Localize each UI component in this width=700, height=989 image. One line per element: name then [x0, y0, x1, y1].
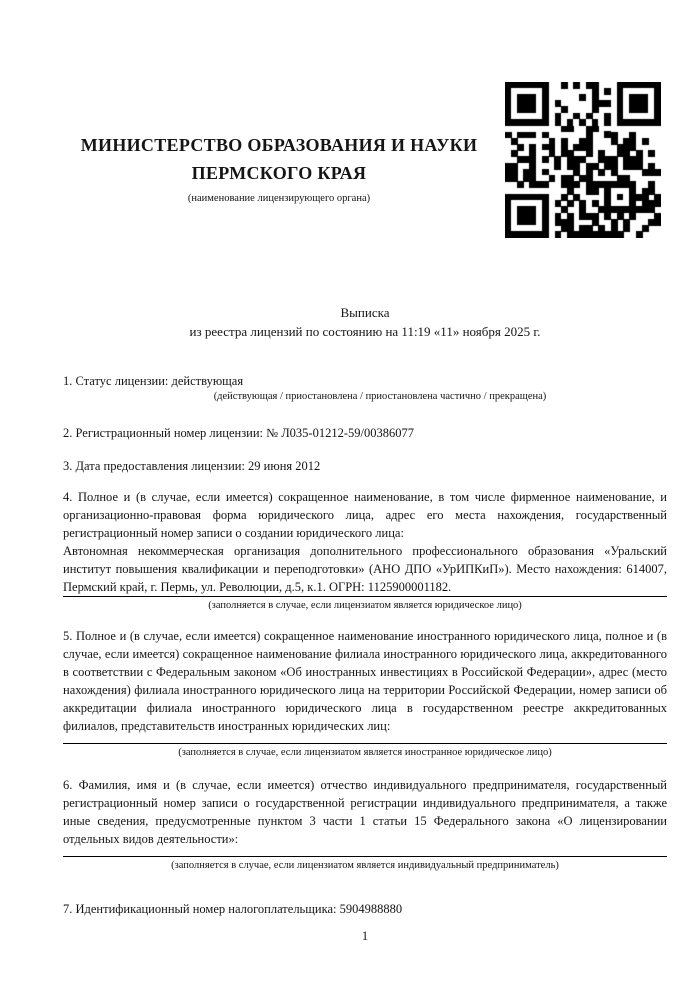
- individual-entrepreneur-section: [63, 776, 667, 872]
- document-body: [63, 372, 667, 918]
- document-title: [63, 303, 667, 341]
- individual-entrepreneur-caption: (заполняется в случае, если лицензиатом является индивидуальный предприниматель): [171, 860, 559, 871]
- license-status-options-caption: (действующая / приостановлена / приостановлена частично / прекращена): [213, 391, 547, 402]
- legal-entity-section: [63, 488, 667, 612]
- document-title-line1: Выписка: [340, 305, 390, 320]
- foreign-entity-blank-space: [63, 735, 667, 743]
- licensing-authority-caption: (наименование лицензирующего органа): [187, 193, 371, 204]
- grant-date-line: 3. Дата предоставления лицензии: 29 июня 2012: [63, 459, 321, 473]
- foreign-entity-label: 5. Полное и (в случае, если имеется) сокращенное наименование иностранного юридического лица, полное и (в случае, если имеется) сокращенное наименование филиала иностранного юридического лица, аккредитованного в соответствии с Федеральным законом «Об иностранных инвестициях в Российской Федерации», адрес (место нахождения) филиала иностранного юридического лица на территории Российской Федерации, номер записи об аккредитации филиала иностранного юридического лица в государственном реестре аккредитованных филиалов, представительств иностранных юридических лиц:: [63, 629, 667, 733]
- licensing-authority-header: [63, 131, 495, 205]
- page-number: 1: [361, 929, 369, 943]
- legal-entity-value: Автономная некоммерческая организация дополнительного профессионального образования «Уральский институт повышения квалификации и переподготовки» (АНО ДПО «УрИПКиП»). Место нахождения: 614007, Пермский край, г. Пермь, ул. Революции, д.5, к.1. ОГРН: 1125900001182.: [63, 544, 667, 594]
- individual-entrepreneur-label: 6. Фамилия, имя и (в случае, если имеется) отчество индивидуального предпринимателя, государственный регистрационный номер записи о государственной регистрации индивидуального предпринимателя, а также иные сведения, предусмотренные пунктом 3 части 1 статьи 15 Федерального закона «О лицензировании отдельных видов деятельности»:: [63, 778, 667, 846]
- individual-entrepreneur-blank-space: [63, 848, 667, 856]
- legal-entity-caption: (заполняется в случае, если лицензиатом является юридическое лицо): [208, 600, 522, 611]
- foreign-entity-fill-line: [63, 743, 667, 744]
- ministry-name-line1: МИНИСТЕРСТВО ОБРАЗОВАНИЯ И НАУКИ: [80, 135, 478, 155]
- legal-entity-fill-line: [63, 596, 667, 597]
- legal-entity-label: 4. Полное и (в случае, если имеется) сокращенное наименование, в том числе фирменное наименование, и организационно-правовая форма юридического лица, адрес его места нахождения, государственный регистрационный номер записи о создании юридического лица:: [63, 490, 667, 540]
- qr-code: [505, 82, 661, 238]
- registration-number-line: 2. Регистрационный номер лицензии: № Л035-01212-59/00386077: [63, 426, 414, 440]
- taxpayer-id-line: 7. Идентификационный номер налогоплательщика: 5904988880: [63, 902, 403, 916]
- document-title-line2: из реестра лицензий по состоянию на 11:19 «11» ноября 2025 г.: [189, 324, 541, 339]
- individual-entrepreneur-fill-line: [63, 856, 667, 857]
- foreign-entity-caption: (заполняется в случае, если лицензиатом является иностранное юридическое лицо): [178, 747, 552, 758]
- foreign-entity-section: [63, 627, 667, 759]
- license-status-line: 1. Статус лицензии: действующая: [63, 374, 244, 388]
- ministry-name-line2: ПЕРМСКОГО КРАЯ: [191, 163, 367, 183]
